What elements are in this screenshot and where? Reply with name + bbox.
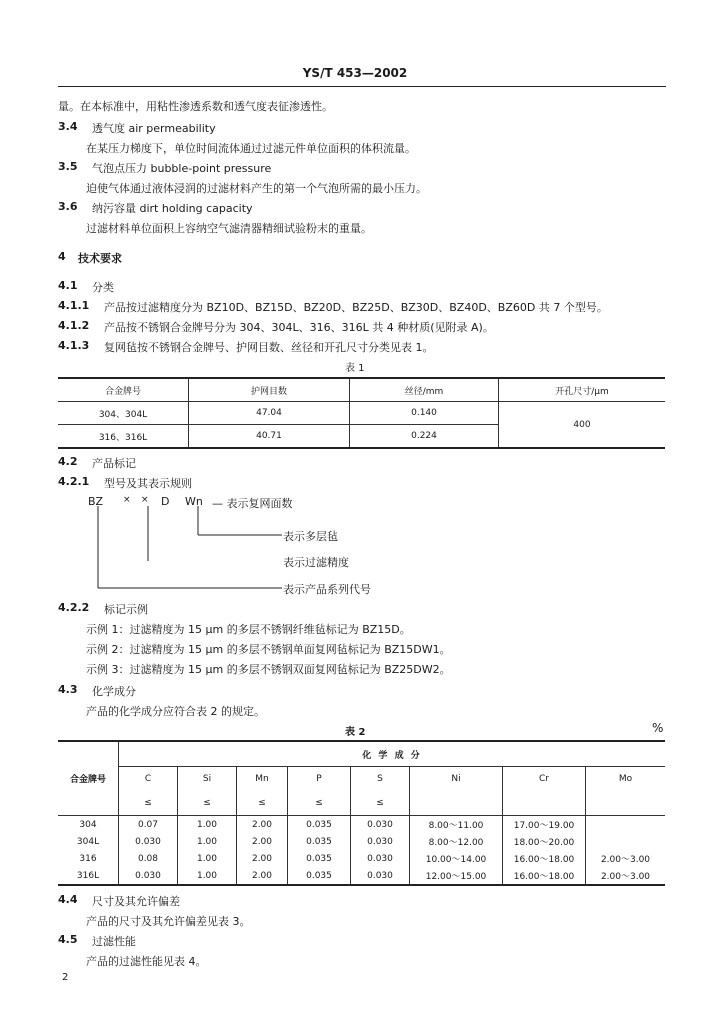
table-2-element: Mo [586, 767, 666, 792]
label-precision: 表示过滤精度 [283, 556, 349, 569]
table-2-cell: 304 [79, 819, 97, 830]
table-2-cell: 12.00～15.00 [410, 867, 503, 885]
table-1-cell: 47.04 [189, 402, 350, 425]
section-3-5-title: 气泡点压力 bubble-point pressure [92, 162, 272, 175]
table-1 [58, 377, 665, 449]
table-2-cell: 0.030 [119, 867, 178, 885]
section-3-4-body: 在某压力梯度下，单位时间流体通过过滤元件单位面积的体积流量。 [86, 142, 416, 155]
section-3-4-number: 3.4 [58, 120, 78, 133]
table-1-cell: 304、304L [58, 402, 189, 425]
table-2-cell: 0.07 [119, 816, 178, 834]
table-2-limit: ≤ [351, 791, 410, 816]
section-4-1-3-number: 4.1.3 [58, 339, 90, 352]
label-mesh: — 表示复网面数 [212, 497, 293, 510]
example-2: 示例 2：过滤精度为 15 μm 的多层不锈钢单面复网毡标记为 BZ15DW1。 [86, 643, 451, 656]
table-2-element: C [119, 767, 178, 792]
table-1-caption: 表 1 [345, 363, 365, 374]
table-2-cell: 2.00 [237, 867, 288, 885]
table-2-cell: 10.00～14.00 [410, 850, 503, 867]
table-2-cell: 2.00～3.00 [586, 867, 666, 885]
section-4-5-title: 过滤性能 [92, 935, 136, 948]
table-2-element: P [288, 767, 351, 792]
table-2-element: Si [178, 767, 237, 792]
table-1-header: 护网目数 [189, 378, 350, 402]
table-2-unit: % [652, 721, 664, 735]
table-2-limit: ≤ [178, 791, 237, 816]
table-2-limit [503, 791, 586, 816]
section-4-4-body: 产品的尺寸及其允许偏差见表 3。 [86, 915, 251, 928]
table-2-cell: 0.035 [288, 833, 351, 850]
table-2-cell: 0.035 [288, 816, 351, 834]
table-2-limit [410, 791, 503, 816]
section-4-3-title: 化学成分 [92, 685, 136, 698]
table-2-cell: 304L [76, 836, 100, 847]
code-d: D [161, 495, 170, 508]
section-4-2-number: 4.2 [58, 455, 78, 468]
section-3-6-number: 3.6 [58, 200, 78, 213]
table-2-cell: 0.030 [351, 833, 410, 850]
table-row [58, 816, 665, 834]
section-4-2-2-number: 4.2.2 [58, 601, 90, 614]
section-3-5-number: 3.5 [58, 160, 78, 173]
table-2-cell: 8.00～11.00 [410, 816, 503, 834]
table-2-cell [586, 833, 666, 850]
section-4-3-number: 4.3 [58, 683, 78, 696]
table-1-header: 开孔尺寸/μm [499, 378, 666, 402]
table-2-cell: 0.08 [119, 850, 178, 867]
table-1-cell: 316、316L [98, 432, 148, 443]
table-2-cell: 0.030 [351, 816, 410, 834]
section-4-2-1-title: 型号及其表示规则 [104, 477, 192, 490]
label-series: 表示产品系列代号 [283, 583, 371, 596]
table-2-cell: 2.00 [237, 833, 288, 850]
table-2-element: S [351, 767, 410, 792]
example-1: 示例 1：过滤精度为 15 μm 的多层不锈钢纤维毡标记为 BZ15D。 [86, 623, 411, 636]
table-2-cell: 0.030 [119, 833, 178, 850]
table-1-header: 合金牌号 [58, 378, 189, 402]
table-2-cell: 2.00～3.00 [586, 850, 666, 867]
table-2-cell: 1.00 [178, 850, 237, 867]
table-2-grade-header: 合金牌号 [58, 741, 119, 816]
section-3-5-body: 迫使气体通过液体浸润的过滤材料产生的第一个气泡所需的最小压力。 [86, 182, 427, 195]
section-4-5-number: 4.5 [58, 933, 78, 946]
table-row [58, 833, 665, 850]
section-4-1-title: 分类 [92, 281, 114, 294]
section-4-1-1-number: 4.1.1 [58, 299, 90, 312]
page-header: YS/T 453—2002 [302, 66, 408, 80]
page-number: 2 [62, 972, 69, 983]
table-2-cell: 1.00 [178, 867, 237, 885]
table-2-cell: 16.00～18.00 [503, 867, 586, 885]
table-2-cell: 1.00 [178, 833, 237, 850]
table-1-cell: 40.71 [189, 425, 350, 449]
table-1-cell: 0.224 [350, 425, 499, 449]
table-2-limit: ≤ [119, 791, 178, 816]
table-2-cell: 17.00～19.00 [503, 816, 586, 834]
section-3-6-body: 过滤材料单位面积上容纳空气滤清器精细试验粉末的重量。 [86, 222, 372, 235]
table-2-cell: 0.035 [288, 850, 351, 867]
section-3-4-title: 透气度 air permeability [92, 122, 216, 135]
section-4-2-1-number: 4.2.1 [58, 475, 90, 488]
table-1-cell-aperture: 400 [499, 402, 666, 449]
table-2-cell: 18.00～20.00 [503, 833, 586, 850]
table-2-limit [586, 791, 666, 816]
table-2-cell [586, 816, 666, 834]
table-row [58, 402, 665, 425]
table-2-cell: 2.00 [237, 850, 288, 867]
code-x: × [123, 495, 131, 505]
code-bz: BZ [88, 495, 104, 508]
table-2-limit: ≤ [237, 791, 288, 816]
section-4-4-number: 4.4 [58, 893, 78, 906]
intro-line: 量。在本标准中，用粘性渗透系数和透气度表征渗透性。 [58, 100, 333, 113]
table-row [58, 867, 665, 885]
table-2-element: Cr [503, 767, 586, 792]
section-4-1-1-body: 产品按过滤精度分为 BZ10D、BZ15D、BZ20D、BZ25D、BZ30D、BZ40D、BZ60D 共 7 个型号。 [104, 301, 608, 314]
section-4-2-2-title: 标记示例 [104, 603, 148, 616]
table-2-cell: 0.030 [351, 850, 410, 867]
table-2-element: Ni [410, 767, 503, 792]
table-2 [58, 740, 665, 886]
section-4-number: 4 [58, 250, 66, 263]
table-2-cell: 0.035 [288, 867, 351, 885]
table-2-cell: 316L [76, 870, 100, 881]
table-2-group-header: 化 学 成 分 [119, 741, 666, 767]
table-2-caption: 表 2 [345, 727, 366, 738]
table-1-header: 丝径/mm [350, 378, 499, 402]
section-3-6-title: 纳污容量 dirt holding capacity [92, 202, 253, 215]
section-4-1-3-body: 复网毡按不锈钢合金牌号、护网目数、丝径和开孔尺寸分类见表 1。 [104, 341, 434, 354]
table-2-cell: 8.00～12.00 [410, 833, 503, 850]
section-4-5-body: 产品的过滤性能见表 4。 [86, 955, 207, 968]
example-3: 示例 3：过滤精度为 15 μm 的多层不锈钢双面复网毡标记为 BZ25DW2。 [86, 663, 451, 676]
section-4-3-body: 产品的化学成分应符合表 2 的规定。 [86, 705, 265, 718]
section-4-1-2-number: 4.1.2 [58, 319, 90, 332]
code-slash: × [141, 495, 149, 505]
label-layers: 表示多层毡 [283, 530, 338, 543]
table-1-cell: 0.140 [350, 402, 499, 425]
section-4-1-2-body: 产品按不锈钢合金牌号分为 304、304L、316、316L 共 4 种材质(见附录 A)。 [104, 321, 494, 334]
table-2-cell: 0.030 [351, 867, 410, 885]
table-2-cell: 16.00～18.00 [503, 850, 586, 867]
table-2-cell: 2.00 [237, 816, 288, 834]
header-rule [58, 86, 666, 87]
table-2-cell: 1.00 [178, 816, 237, 834]
table-2-limit: ≤ [288, 791, 351, 816]
table-2-cell: 316 [79, 853, 97, 864]
section-4-1-number: 4.1 [58, 279, 78, 292]
table-row [58, 850, 665, 867]
section-4-4-title: 尺寸及其允许偏差 [92, 895, 180, 908]
code-wn: Wn [185, 495, 203, 508]
section-4-title: 技术要求 [78, 252, 122, 265]
table-2-element: Mn [237, 767, 288, 792]
section-4-2-title: 产品标记 [92, 457, 136, 470]
